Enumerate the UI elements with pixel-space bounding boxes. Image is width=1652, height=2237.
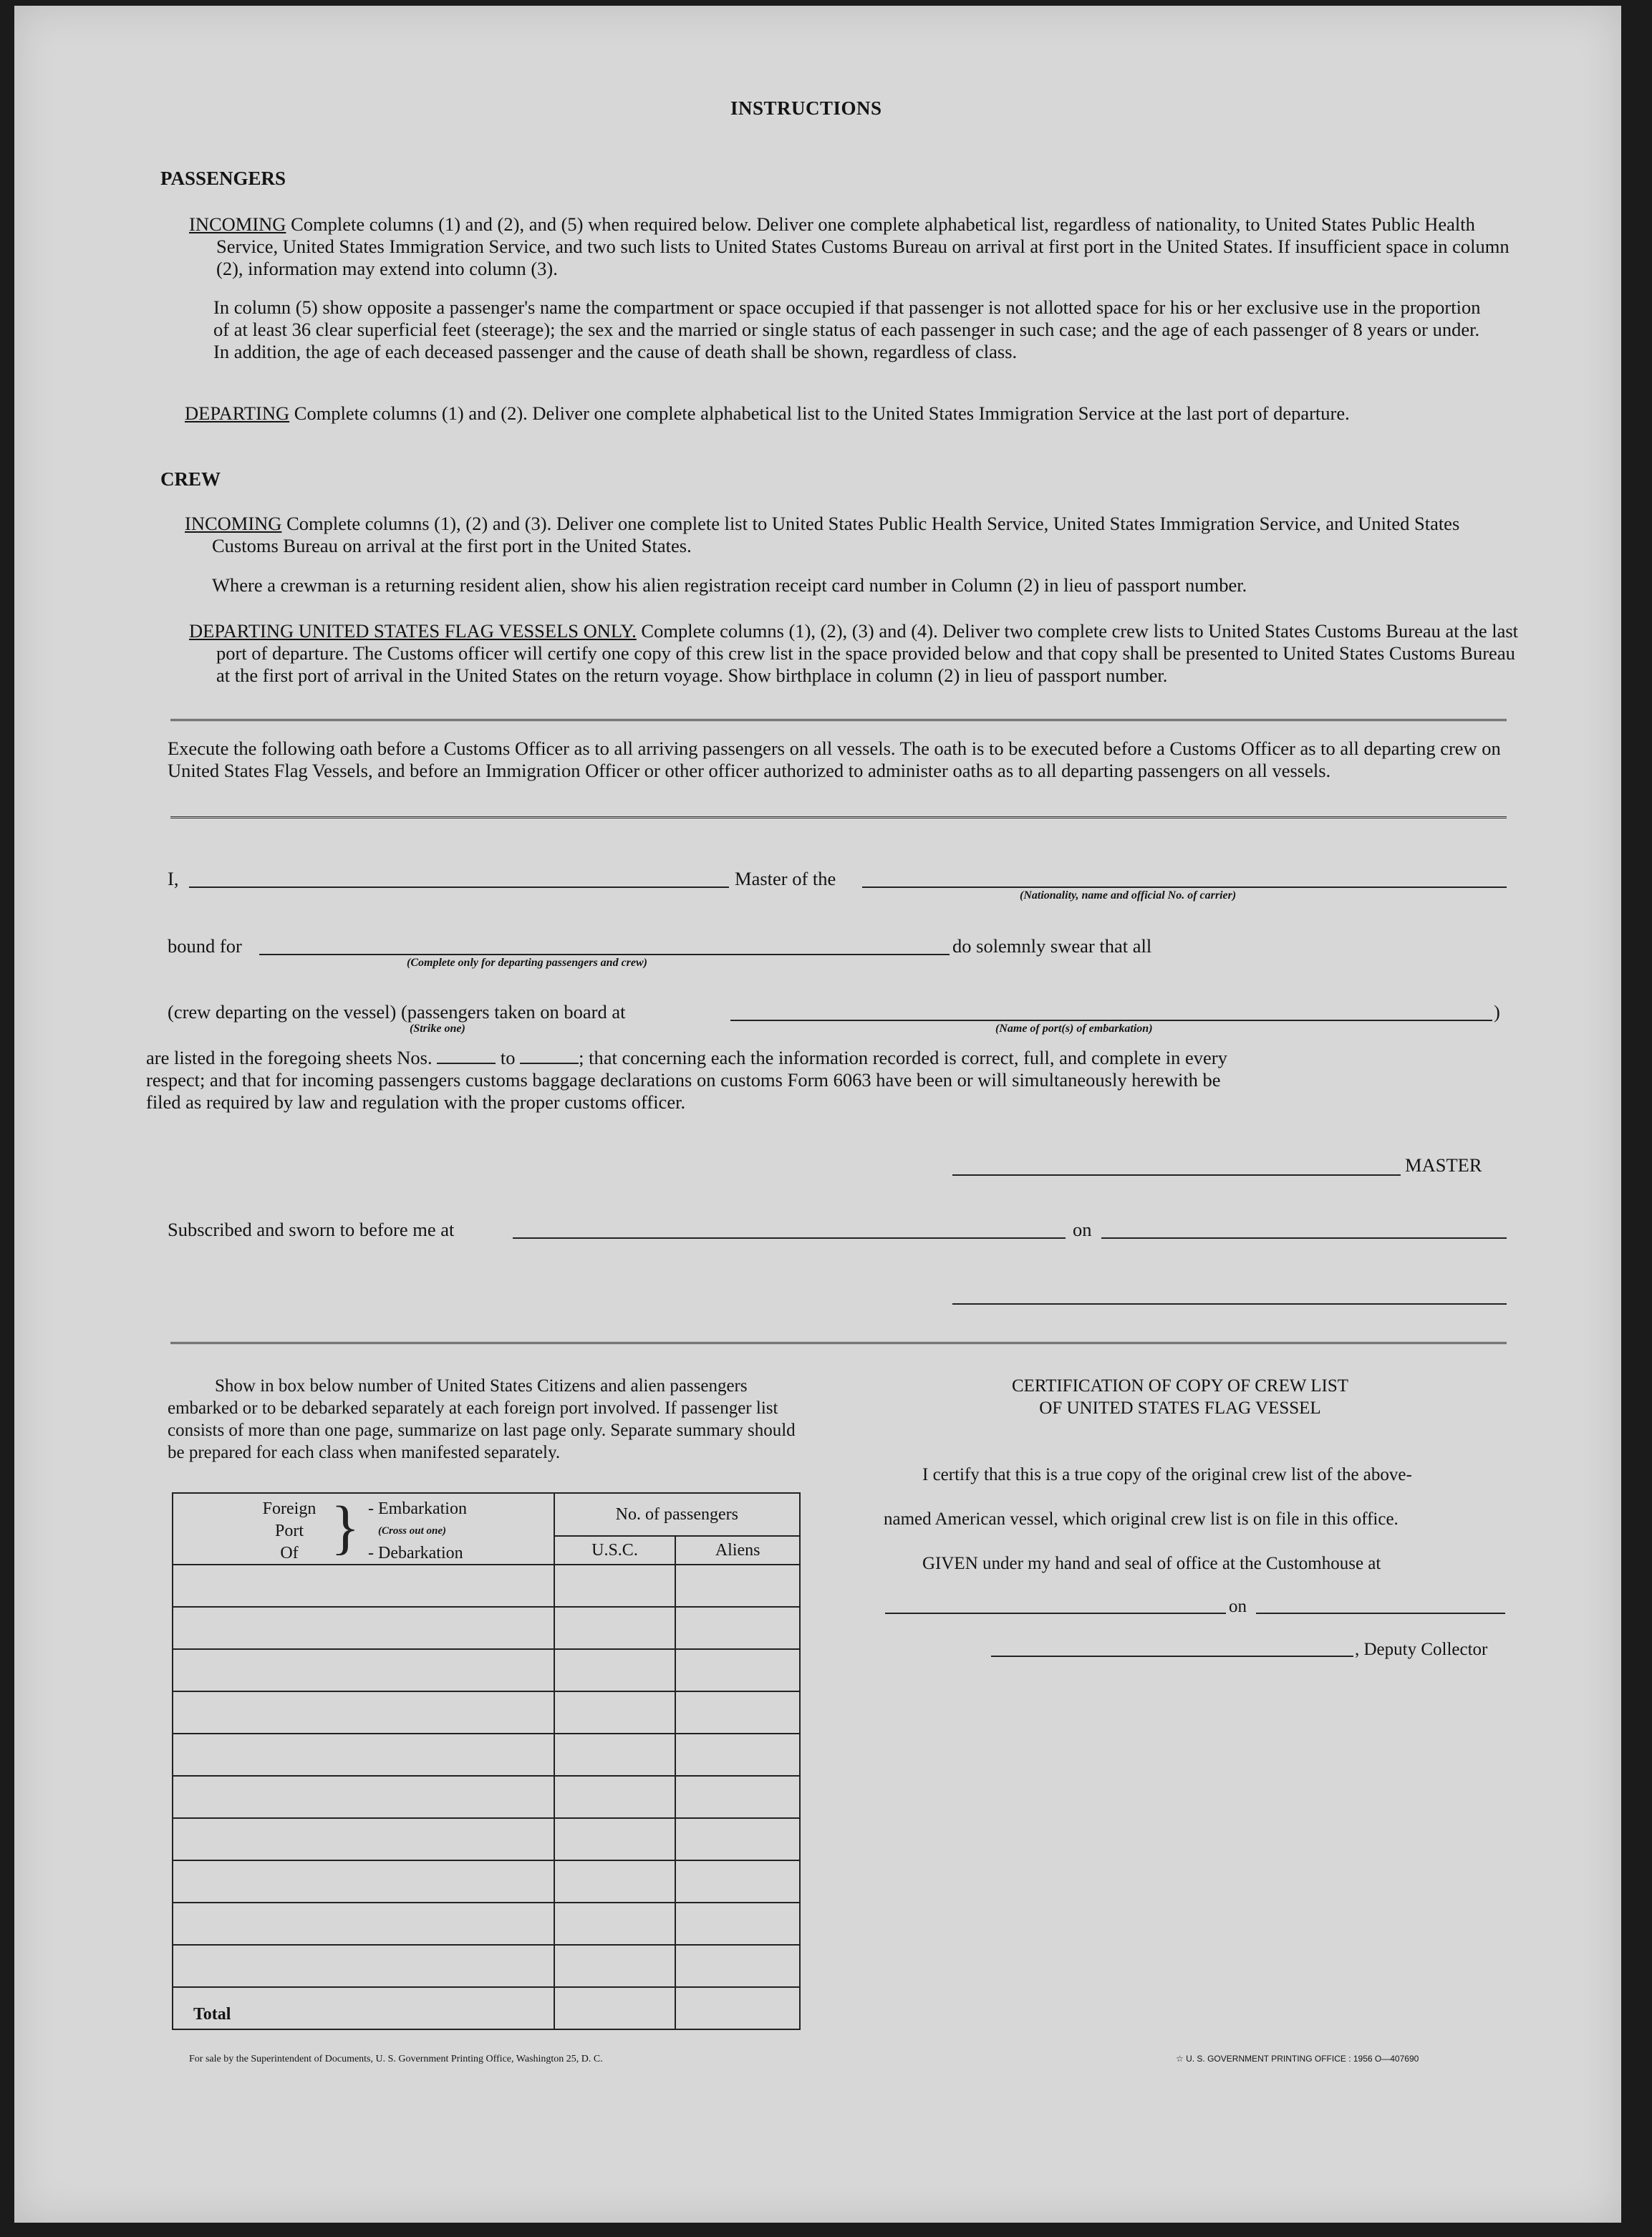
usc-cell[interactable] (554, 1649, 676, 1691)
listed-text-2: ; that concerning each the information recorded is correct, full, and complete in every (579, 1047, 1227, 1068)
divider (170, 719, 1507, 721)
port-cell[interactable] (173, 1734, 554, 1776)
usc-cell[interactable] (554, 1734, 676, 1776)
passengers-departing-paragraph (185, 402, 1520, 425)
bound-for-hint: (Complete only for departing passengers and crew) (407, 957, 647, 969)
brace: } (331, 1494, 360, 1561)
crew-departing-text: Complete columns (1), (2), (3) and (4). Deliver two complete crew lists to United States Customs Bureau at the last port of departure. The Customs officer will certify one copy of this crew list in the space provided below and that copy shall be presented to United States Customs Bureau at the first port of arrival in the United States on the return voyage. Show birthplace in column (2) in lieu of passport number. (216, 620, 1519, 686)
port-header-cell (173, 1493, 554, 1565)
aliens-cell[interactable] (675, 1776, 800, 1818)
carrier-field[interactable] (862, 886, 1507, 888)
sworn-date-field[interactable] (1101, 1237, 1507, 1239)
aliens-cell[interactable] (675, 1903, 800, 1945)
column5-paragraph: In column (5) show opposite a passenger's name the compartment or space occupied if that passenger is not allotted space for his or her exclusive use in the proportion of at least 36 clear superficial feet (steerage); the sex and the married or single status of each passenger in such case; and the age of each passenger of 8 years or under. In addition, the age of each deceased passenger and the cause of death shall be shown, regardless of class. (213, 296, 1481, 362)
port-cell[interactable] (173, 1565, 554, 1607)
usc-cell[interactable] (554, 1776, 676, 1818)
aliens-cell[interactable] (675, 1945, 800, 1987)
master-name-field[interactable] (189, 886, 729, 888)
carrier-hint: (Nationality, name and official No. of carrier) (1020, 889, 1237, 902)
footer-right: ☆ U. S. GOVERNMENT PRINTING OFFICE : 1956 O—407690 (1176, 2054, 1419, 2064)
usc-cell[interactable] (554, 1691, 676, 1734)
certification-date-field[interactable] (1256, 1613, 1505, 1614)
listed-paragraph (146, 1047, 1507, 1113)
certification-title (994, 1375, 1366, 1419)
passengers-heading: PASSENGERS (160, 168, 286, 189)
crew-departing-paragraph (189, 620, 1520, 687)
embarkation-port-field[interactable] (730, 1020, 1492, 1021)
port-label: Port (274, 1522, 304, 1540)
port-cell[interactable] (173, 1818, 554, 1860)
footer-left: For sale by the Superintendent of Documents, U. S. Government Printing Office, Washington 25, D. C. (189, 2054, 603, 2064)
aliens-cell[interactable] (675, 1565, 800, 1607)
aliens-cell[interactable] (675, 1607, 800, 1649)
debarkation-label: - Debarkation (368, 1544, 463, 1562)
usc-cell[interactable] (554, 1860, 676, 1903)
sworn-place-field[interactable] (513, 1237, 1066, 1239)
crew-incoming-text: Complete columns (1), (2) and (3). Deliver one complete list to United States Public Health Service, United States Immigration Service, and United States Customs Bureau on arrival at the first port in the United States. (212, 513, 1460, 556)
departing-text: Complete columns (1) and (2). Deliver one complete alphabetical list to the United States Immigration Service at the last port of departure. (289, 402, 1350, 424)
aliens-cell[interactable] (675, 1649, 800, 1691)
port-cell[interactable] (173, 1860, 554, 1903)
foreign-label: Foreign (262, 1499, 317, 1518)
no-passengers-header: No. of passengers (554, 1493, 800, 1536)
usc-cell[interactable] (554, 1945, 676, 1987)
deputy-collector-label: , Deputy Collector (1355, 1640, 1488, 1659)
listed-text-4: filed as required by law and regulation with the proper customs officer. (146, 1091, 686, 1113)
divider (170, 1342, 1507, 1344)
total-label: Total (173, 1987, 554, 2029)
certification-on-label: on (1229, 1597, 1247, 1616)
form-page (14, 6, 1621, 2223)
bound-for-label: bound for (168, 935, 242, 957)
passengers-incoming-paragraph (189, 213, 1520, 280)
aliens-cell[interactable] (675, 1860, 800, 1903)
total-usc-cell[interactable] (554, 1987, 676, 2029)
port-cell[interactable] (173, 1607, 554, 1649)
aliens-header: Aliens (675, 1536, 800, 1565)
summary-instruction: Show in box below number of United States Citizens and alien passengers embarked or to be debarked separately at each foreign port involved. If passenger list consists of more than one page, summarize on last page only. Separate summary should be prepared for each class when manifested separately. (168, 1376, 796, 1462)
page-title: INSTRUCTIONS (730, 97, 882, 119)
aliens-cell[interactable] (675, 1818, 800, 1860)
aliens-cell[interactable] (675, 1734, 800, 1776)
crew-passengers-label: (crew departing on the vessel) (passengers taken on board at (168, 1001, 626, 1023)
resident-alien-paragraph: Where a crewman is a returning resident alien, show his alien registration receipt card number in Column (2) in lieu of passport number. (212, 574, 1247, 596)
aliens-cell[interactable] (675, 1691, 800, 1734)
port-cell[interactable] (173, 1776, 554, 1818)
oath-instruction: Execute the following oath before a Customs Officer as to all arriving passengers on all vessels. The oath is to be executed before a Customs Officer as to all departing crew on United States Flag Vessels, and before an Immigration Officer or other officer authorized to administer oaths as to all departing passengers on all vessels. (168, 738, 1501, 781)
certification-title-1: CERTIFICATION OF COPY OF CREW LIST (1011, 1376, 1349, 1396)
port-cell[interactable] (173, 1691, 554, 1734)
bound-for-field[interactable] (259, 954, 950, 955)
crew-incoming-paragraph (185, 513, 1520, 557)
port-cell[interactable] (173, 1649, 554, 1691)
total-aliens-cell[interactable] (675, 1987, 800, 2029)
sheet-to-field[interactable] (520, 1063, 579, 1064)
cross-out-hint: (Cross out one) (378, 1525, 447, 1537)
listed-to: to (500, 1047, 516, 1068)
master-of-the-label: Master of the (735, 868, 836, 889)
certification-line-2: named American vessel, which original crew list is on file in this office. (884, 1509, 1399, 1529)
port-cell[interactable] (173, 1903, 554, 1945)
certification-line-3: GIVEN under my hand and seal of office at the Customhouse at (922, 1554, 1381, 1573)
usc-header: U.S.C. (554, 1536, 676, 1565)
strike-one-hint: (Strike one) (410, 1023, 465, 1035)
of-label: Of (280, 1544, 299, 1562)
usc-cell[interactable] (554, 1818, 676, 1860)
sheet-from-field[interactable] (437, 1063, 496, 1064)
embarkation-label: - Embarkation (368, 1499, 467, 1518)
officer-signature-field[interactable] (952, 1303, 1507, 1305)
departing-label: DEPARTING (185, 402, 290, 424)
listed-text-3: respect; and that for incoming passengers customs baggage declarations on customs Form 6063 have been or will simultaneously herewith be (146, 1069, 1221, 1091)
crew-departing-label: DEPARTING UNITED STATES FLAG VESSELS ONLY. (189, 620, 637, 642)
certification-title-2: OF UNITED STATES FLAG VESSEL (1039, 1398, 1321, 1418)
incoming-label: INCOMING (189, 213, 286, 235)
swear-label: do solemnly swear that all (952, 935, 1152, 957)
port-cell[interactable] (173, 1945, 554, 1987)
passenger-summary-table (172, 1492, 801, 2030)
crew-heading: CREW (160, 468, 221, 490)
usc-cell[interactable] (554, 1565, 676, 1607)
divider (170, 816, 1507, 818)
certification-line-1: I certify that this is a true copy of the original crew list of the above- (922, 1465, 1412, 1484)
customhouse-field[interactable] (885, 1613, 1226, 1614)
port-hint: (Name of port(s) of embarkation) (995, 1023, 1153, 1035)
crew-incoming-label: INCOMING (185, 513, 282, 534)
master-signature-field[interactable] (952, 1174, 1401, 1176)
usc-cell[interactable] (554, 1607, 676, 1649)
oath-i-label: I, (168, 868, 179, 889)
sworn-on-label: on (1073, 1219, 1092, 1240)
listed-text-1: are listed in the foregoing sheets Nos. (146, 1047, 433, 1068)
subscribed-label: Subscribed and sworn to before me at (168, 1219, 455, 1240)
incoming-text: Complete columns (1) and (2), and (5) when required below. Deliver one complete alphabetical list, regardless of nationality, to United States Public Health Service, United States Immigration Service, and two such lists to United States Customs Bureau on arrival at first port in the United States. If insufficient space in column (2), information may extend into column (3). (216, 213, 1509, 279)
deputy-signature-field[interactable] (991, 1656, 1353, 1657)
close-paren: ) (1494, 1001, 1500, 1023)
master-label: MASTER (1405, 1154, 1482, 1176)
usc-cell[interactable] (554, 1903, 676, 1945)
